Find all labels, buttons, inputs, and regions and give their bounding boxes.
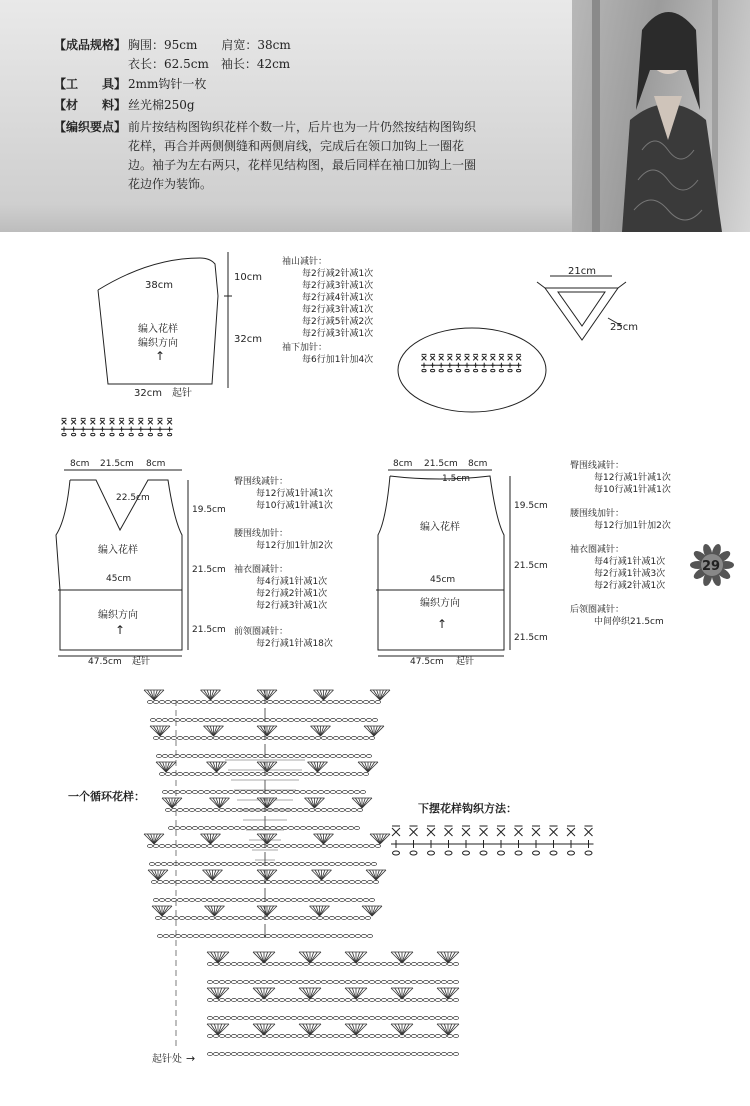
spec-material-value: 丝光棉250g: [128, 98, 195, 112]
back-waist: 45cm: [430, 575, 456, 585]
spec-notes-line4: 花边作为装饰。: [128, 177, 213, 191]
back-note-7: 每2行减1针减3次: [594, 569, 666, 579]
front-notes: [234, 475, 333, 649]
back-bottom: 47.5cm: [410, 657, 444, 667]
front-note-8: 每2行减3针减1次: [256, 601, 328, 611]
back-direction-label: 编织方向: [420, 598, 460, 609]
chart-start-arrow-icon: →: [186, 1052, 196, 1065]
back-note-9: 后领圈减针：: [570, 605, 625, 615]
sleeve-note-2: 每2行减3针减1次: [302, 281, 374, 291]
sleeve-top-width: 38cm: [145, 280, 173, 291]
front-note-10: 每2行减1针减18次: [256, 639, 333, 649]
spec-size-line2-wrap: [128, 55, 290, 74]
sleeve-note-5: 每2行减5针减2次: [302, 317, 374, 327]
sleeve-stitch-rows: [61, 418, 173, 435]
spec-size-line1: 胸围：95cm 肩宽：38cm: [128, 38, 291, 52]
model-illustration: [572, 0, 750, 232]
spec-size-line2: 衣长：62.5cm 袖长：42cm: [128, 57, 291, 71]
front-height-0: 19.5cm: [192, 505, 226, 515]
front-note-9: 前领圈减针：: [234, 627, 289, 637]
back-note-8: 每2行减2针减1次: [594, 581, 666, 591]
sleeve-note-1: 每2行减2针减1次: [302, 269, 374, 279]
spec-notes-line3: 边。袖子为左右两只，花样见结构图，最后同样在袖口加钩上一圈: [128, 158, 477, 172]
sleeve-note-3: 每2行减4针减1次: [302, 293, 374, 303]
back-schematic: [376, 459, 671, 667]
back-note-3: 腰围线加针：: [570, 509, 625, 519]
back-notes: [570, 459, 671, 627]
spec-notes-line2: 花样，再合并两侧侧缝和两侧肩线，完成后在领口加钩上一圈花: [128, 139, 465, 153]
sleeve-note-6: 每2行减3针减1次: [302, 329, 374, 339]
back-height-0: 19.5cm: [514, 501, 548, 511]
front-waist: 45cm: [106, 574, 132, 584]
chart-start: 起针处: [152, 1054, 182, 1065]
spec-tool-label: 【工 具】: [54, 77, 127, 91]
page-number: 29: [702, 559, 721, 574]
sleeve-pattern-label: 编入花样: [138, 324, 178, 335]
oval-stitch-rows: [421, 354, 522, 371]
sleeve-note-8: 每6行加1针加4次: [302, 355, 374, 365]
front-pattern-label: 编入花样: [98, 545, 138, 556]
collar-width: 21cm: [568, 266, 596, 277]
back-neck-depth: 1.5cm: [442, 474, 471, 484]
spec-material: [54, 96, 195, 115]
back-pattern-label: 编入花样: [420, 522, 460, 533]
back-note-4: 每12行加1针加2次: [594, 521, 671, 531]
sleeve-outline: [98, 258, 218, 384]
sleeve-note-0: 袖山减针：: [282, 257, 328, 267]
sleeve-bottom-width: 32cm: [134, 388, 162, 399]
edging-title: 下摆花样钩织方法：: [418, 802, 517, 815]
back-note-5: 袖衣圈减针：: [570, 545, 625, 555]
oval-edging-detail: [398, 328, 546, 412]
front-note-1: 每12行减1针减1次: [256, 489, 333, 499]
back-note-2: 每10行减1针减1次: [594, 485, 671, 495]
back-top-1: 21.5cm: [424, 459, 458, 469]
back-note-10: 中间停织21.5cm: [594, 617, 664, 627]
front-schematic: [56, 459, 333, 667]
page-number-badge: [690, 543, 734, 587]
back-start: 起针: [456, 657, 475, 667]
spec-notes-label: 【编织要点】: [54, 120, 127, 134]
spec-notes-more: [128, 137, 464, 156]
front-direction-label: 编织方向: [98, 610, 138, 621]
collar-schematic: [537, 266, 638, 340]
front-note-4: 每12行加1针加2次: [256, 541, 333, 551]
front-neck-depth: 22.5cm: [116, 493, 150, 503]
front-top-0: 8cm: [70, 459, 90, 469]
spec-size-label: 【成品规格】: [54, 38, 127, 52]
front-arrow-icon: ↑: [115, 623, 126, 637]
front-note-2: 每10行减1针减1次: [256, 501, 333, 511]
front-note-7: 每2行减2针减1次: [256, 589, 328, 599]
front-note-0: 臀围线减针：: [234, 477, 289, 487]
back-note-6: 每4行减1针减1次: [594, 557, 666, 567]
spec-material-label: 【材 料】: [54, 98, 127, 112]
spec-notes-more3: [128, 175, 212, 194]
sleeve-start: 起针: [172, 388, 192, 399]
sleeve-note-4: 每2行减3针减1次: [302, 305, 374, 315]
spec-tool: [54, 75, 206, 94]
sleeve-notes: [282, 255, 373, 365]
sleeve-note-7: 袖下加针：: [282, 343, 328, 353]
edging-method: [391, 801, 594, 855]
crochet-chart: [68, 690, 459, 1065]
sleeve-direction-label: 编织方向: [138, 338, 178, 349]
front-bottom: 47.5cm: [88, 657, 122, 667]
front-height-1: 21.5cm: [192, 565, 226, 575]
front-height-2: 21.5cm: [192, 625, 226, 635]
back-top-2: 8cm: [468, 459, 488, 469]
header-band: [0, 0, 750, 232]
back-top-0: 8cm: [393, 459, 413, 469]
spec-tool-value: 2mm钩针一枚: [128, 77, 207, 91]
sleeve-arrow-icon: ↑: [155, 349, 166, 363]
collar-depth: 25cm: [610, 322, 638, 333]
front-note-5: 袖衣圈减针：: [234, 565, 289, 575]
front-start: 起针: [132, 657, 151, 667]
back-note-1: 每12行减1针减1次: [594, 473, 671, 483]
front-top-2: 8cm: [146, 459, 166, 469]
back-note-0: 臀围线减针：: [570, 461, 625, 471]
sleeve-cap-height: 10cm: [234, 272, 262, 283]
spec-notes: [54, 118, 476, 137]
model-photo: [572, 0, 750, 232]
edging-stitch-rows: [391, 826, 594, 855]
back-arrow-icon: ↑: [437, 617, 448, 631]
pattern-diagram: [0, 232, 750, 1106]
back-height-2: 21.5cm: [514, 633, 548, 643]
sleeve-schematic: [98, 252, 373, 399]
spec-size: [54, 36, 291, 55]
spec-notes-line1: 前片按结构图钩织花样个数一片，后片也为一片仍然按结构图钩织: [128, 120, 477, 134]
back-height-1: 21.5cm: [514, 561, 548, 571]
spec-notes-more2: [128, 156, 476, 175]
front-note-3: 腰围线加针：: [234, 529, 289, 539]
sleeve-body-height: 32cm: [234, 334, 262, 345]
chart-symbols: [144, 690, 459, 1056]
front-top-1: 21.5cm: [100, 459, 134, 469]
chart-title: 一个循环花样：: [68, 790, 145, 803]
front-note-6: 每4行减1针减1次: [256, 577, 328, 587]
